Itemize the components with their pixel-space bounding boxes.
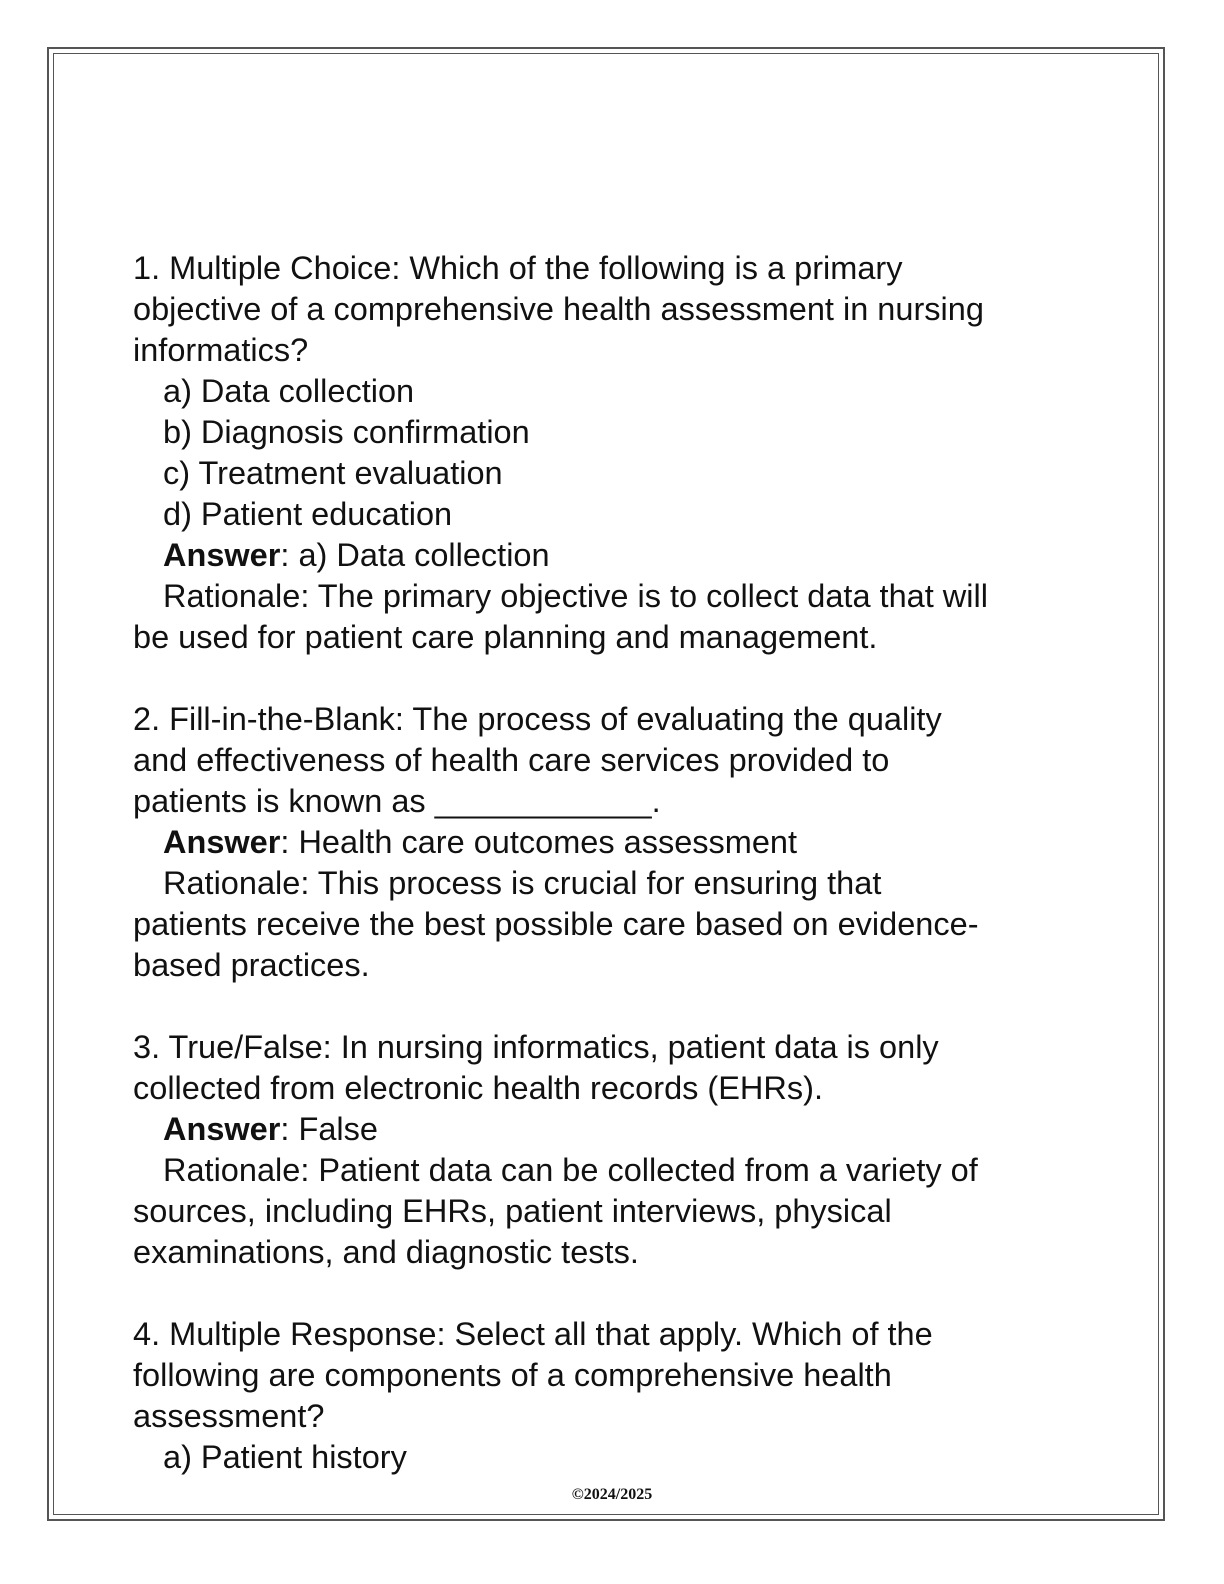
question-stem-line: and effectiveness of health care services provided to [133, 742, 890, 778]
question-1 [133, 248, 1093, 658]
answer-line [133, 1109, 1093, 1150]
answer-option: c) Treatment evaluation [163, 455, 503, 491]
answer-line [133, 822, 1093, 863]
answer-text: : Health care outcomes assessment [280, 824, 798, 860]
question-stem-line: collected from electronic health records (EHRs). [133, 1070, 823, 1106]
rationale-line: Rationale: Patient data can be collected from a variety of [163, 1152, 978, 1188]
question-4 [133, 1314, 1093, 1478]
answer-text: : False [280, 1111, 378, 1147]
rationale-line: be used for patient care planning and management. [133, 619, 878, 655]
answer-option: a) Data collection [163, 373, 415, 409]
rationale-line: Rationale: The primary objective is to collect data that will [163, 578, 988, 614]
answer-option: d) Patient education [163, 496, 453, 532]
question-stem-line: 2. Fill-in-the-Blank: The process of evaluating the quality [133, 701, 942, 737]
rationale-line: Rationale: This process is crucial for ensuring that [163, 865, 882, 901]
rationale-line: examinations, and diagnostic tests. [133, 1234, 639, 1270]
question-stem-line: following are components of a comprehensive health [133, 1357, 892, 1393]
rationale-line: sources, including EHRs, patient interviews, physical [133, 1193, 892, 1229]
question-stem-line: 3. True/False: In nursing informatics, patient data is only [133, 1029, 939, 1065]
answer-option: b) Diagnosis confirmation [163, 414, 530, 450]
rationale-line: patients receive the best possible care based on evidence- [133, 906, 979, 942]
document-body [133, 248, 1093, 1519]
question-stem-line: 4. Multiple Response: Select all that apply. Which of the [133, 1316, 933, 1352]
answer-text: : a) Data collection [280, 537, 550, 573]
answer-option: a) Patient history [163, 1439, 407, 1475]
answer-line [133, 535, 1093, 576]
rationale-line: based practices. [133, 947, 370, 983]
answer-label: Answer [163, 1111, 281, 1147]
copyright-footer: ©2024/2025 [571, 1486, 653, 1503]
answer-label: Answer [163, 824, 281, 860]
question-stem-line: 1. Multiple Choice: Which of the following is a primary [133, 250, 903, 286]
question-stem-line: assessment? [133, 1398, 325, 1434]
answer-label: Answer [163, 537, 281, 573]
question-2 [133, 699, 1093, 986]
question-stem-line: patients is known as ____________. [133, 783, 661, 819]
question-stem-line: informatics? [133, 332, 309, 368]
question-stem-line: objective of a comprehensive health assessment in nursing [133, 291, 984, 327]
question-3 [133, 1027, 1093, 1273]
